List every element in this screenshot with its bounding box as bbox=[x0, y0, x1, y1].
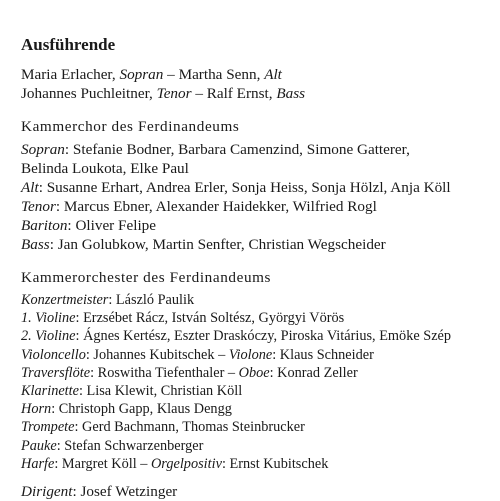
member-names: : Konrad Zeller bbox=[269, 364, 358, 381]
voice-role: Bariton bbox=[21, 217, 68, 234]
orchestra-line bbox=[21, 400, 491, 418]
instrument-role: Pauke bbox=[21, 437, 57, 454]
soloists-block bbox=[21, 65, 491, 103]
member-names: : Oliver Felipe bbox=[67, 217, 156, 234]
orchestra-line bbox=[21, 418, 491, 436]
member-names: : Gerd Bachmann, Thomas Steinbrucker bbox=[74, 419, 305, 436]
voice-role: Sopran bbox=[119, 66, 164, 83]
voice-role: Bass bbox=[276, 85, 306, 102]
member-names: : Stefan Schwarzenberger bbox=[56, 437, 204, 454]
member-names: : László Paulik bbox=[108, 292, 195, 308]
separator: – bbox=[163, 66, 179, 83]
instrument-role: Orgelpositiv bbox=[150, 455, 222, 472]
soloist-name: Martha Senn, bbox=[178, 66, 265, 83]
instrument-role: Konzertmeister bbox=[21, 292, 109, 308]
instrument-role: Oboe bbox=[238, 364, 270, 381]
member-names: : Margret Köll – bbox=[54, 455, 151, 472]
instrument-role: Horn bbox=[21, 401, 52, 418]
orchestra-list bbox=[21, 291, 491, 473]
conductor-name: : Josef Wetzinger bbox=[72, 483, 178, 501]
orchestra-line bbox=[21, 291, 491, 309]
soloist-name: Johannes Puchleitner, bbox=[21, 85, 157, 102]
choir-line bbox=[21, 140, 491, 159]
orchestra-line bbox=[21, 309, 491, 327]
member-names: : Lisa Klewit, Christian Köll bbox=[78, 383, 243, 400]
member-names: : Stefanie Bodner, Barbara Camenzind, Simone Gatterer, bbox=[64, 141, 410, 158]
choir-title: Kammerchor des Ferdinandeums bbox=[21, 118, 240, 135]
instrument-role: Harfe bbox=[21, 455, 55, 472]
member-names: : Erzsébet Rácz, István Soltész, Györgyi Vörös bbox=[75, 310, 345, 327]
voice-role: Alt bbox=[264, 66, 282, 83]
member-names: : Marcus Ebner, Alexander Haidekker, Wilfried Rogl bbox=[55, 198, 377, 215]
member-names: : Ágnes Kertész, Eszter Draskóczy, Piroska Vitárius, Emöke Szép bbox=[75, 328, 452, 345]
conductor-role: Dirigent bbox=[21, 483, 73, 501]
instrument-role: 2. Violine bbox=[21, 328, 76, 345]
separator: – bbox=[191, 85, 207, 102]
member-names: : Susanne Erhart, Andrea Erler, Sonja Heiss, Sonja Hölzl, Anja Köll bbox=[38, 179, 451, 196]
voice-role: Tenor bbox=[21, 198, 56, 215]
page-heading: Ausführende bbox=[21, 35, 116, 54]
soloist-name: Ralf Ernst, bbox=[206, 85, 277, 102]
voice-role: Alt bbox=[21, 179, 39, 196]
soloist-name: Maria Erlacher, bbox=[21, 66, 120, 83]
choir-line bbox=[21, 235, 491, 254]
performers-page bbox=[21, 35, 491, 501]
orchestra-line bbox=[21, 346, 491, 364]
choir-list bbox=[21, 140, 491, 254]
orchestra-title: Kammerorchester des Ferdinandeums bbox=[21, 269, 272, 286]
member-names: : Jan Golubkow, Martin Senfter, Christian Wegscheider bbox=[49, 236, 386, 253]
orchestra-line bbox=[21, 437, 491, 455]
instrument-role: 1. Violine bbox=[21, 310, 76, 327]
instrument-role: Traversflöte bbox=[21, 364, 91, 381]
member-names: : Roswitha Tiefenthaler – bbox=[90, 364, 239, 381]
soloist-line bbox=[21, 65, 491, 84]
member-names: : Ernst Kubitschek bbox=[221, 455, 329, 472]
member-names: : Christoph Gapp, Klaus Dengg bbox=[51, 401, 232, 418]
instrument-role: Klarinette bbox=[21, 383, 79, 400]
choir-line bbox=[21, 159, 491, 178]
voice-role: Tenor bbox=[156, 85, 192, 102]
member-names: : Klaus Schneider bbox=[272, 346, 374, 363]
orchestra-line bbox=[21, 364, 491, 382]
conductor-line bbox=[21, 482, 491, 501]
voice-role: Bass bbox=[21, 236, 50, 253]
instrument-role: Violoncello bbox=[21, 346, 86, 363]
orchestra-line bbox=[21, 455, 491, 473]
spacer bbox=[21, 473, 491, 482]
instrument-role: Violone bbox=[228, 346, 273, 363]
choir-line bbox=[21, 178, 491, 197]
choir-line bbox=[21, 197, 491, 216]
voice-role: Sopran bbox=[21, 141, 65, 158]
orchestra-line bbox=[21, 327, 491, 345]
member-names: : Johannes Kubitschek – bbox=[85, 346, 229, 363]
soloist-line bbox=[21, 84, 491, 103]
instrument-role: Trompete bbox=[21, 419, 75, 436]
orchestra-line bbox=[21, 382, 491, 400]
choir-line bbox=[21, 216, 491, 235]
member-names: Belinda Loukota, Elke Paul bbox=[21, 160, 189, 177]
